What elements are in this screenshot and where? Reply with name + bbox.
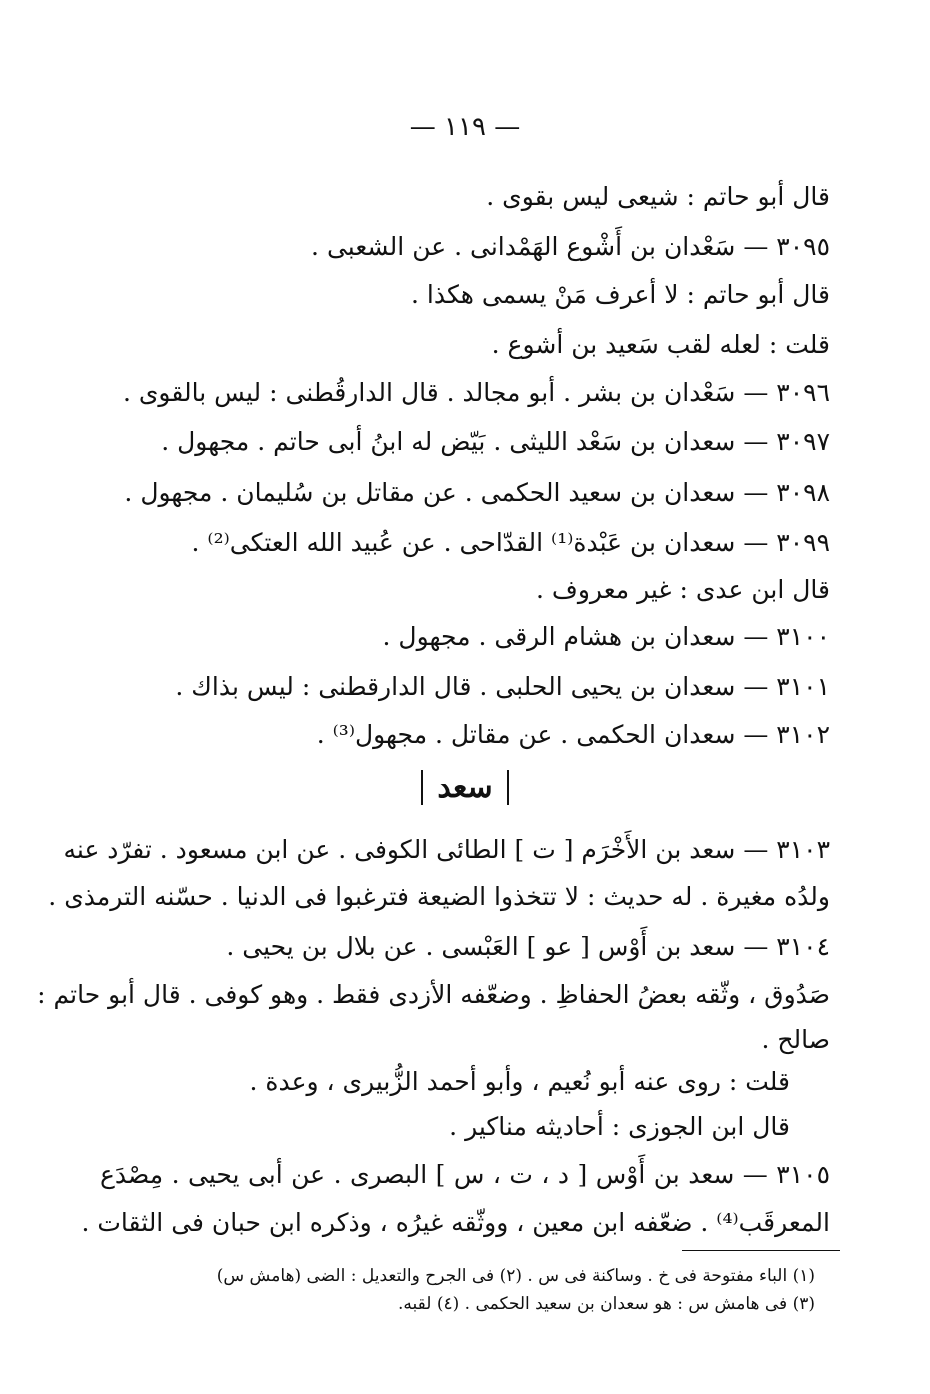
entry-3105: ٣١٠٥ — سعد بن أَوْس [ د ، ت ، س ] البصرى . عن أبى يحيى . مِصْدَع bbox=[100, 1160, 830, 1189]
entry-3104-end: صالح . bbox=[761, 1025, 830, 1054]
entry-3096: ٣٠٩٦ — سَعْدان بن بشر . أبو مجالد . قال الدارقُطنى : ليس بالقوى . bbox=[122, 378, 830, 407]
entry-3103: ٣١٠٣ — سعد بن الأَخْرَم [ ت ] الطائى الكوفى . عن ابن مسعود . تفرّد عنه bbox=[63, 835, 830, 864]
footnote-divider bbox=[682, 1250, 840, 1251]
section-heading bbox=[0, 770, 930, 805]
entry-3095: ٣٠٩٥ — سَعْدان بن أَشْوع الهَمْدانى . عن الشعبى . bbox=[311, 232, 830, 261]
entry-3105-continued: المعرقَب⁽⁴⁾ . ضعّفه ابن معين ، ووثّقه غيرُه ، وذكره ابن حبان فى الثقات . bbox=[81, 1208, 830, 1237]
entry-3099: ٣٠٩٩ — سعدان بن عَبْدة⁽¹⁾ القدّاحى . عن عُبيد الله العتكى⁽²⁾ . bbox=[191, 528, 830, 557]
entry-3097: ٣٠٩٧ — سعدان بن سَعْد الليثى . بَيّض له ابنُ أبى حاتم . مجهول . bbox=[161, 427, 830, 456]
text-line: قال ابن الجوزى : أحاديثه مناكير . bbox=[449, 1112, 790, 1141]
entry-3104: ٣١٠٤ — سعد بن أَوْس [ عو ] العَبْسى . عن بلال بن يحيى . bbox=[226, 932, 830, 961]
text-line: قال أبو حاتم : شيعى ليس بقوى . bbox=[486, 182, 830, 211]
entry-3101: ٣١٠١ — سعدان بن يحيى الحلبى . قال الدارقطنى : ليس بذاك . bbox=[175, 672, 830, 701]
entry-3100: ٣١٠٠ — سعدان بن هشام الرقى . مجهول . bbox=[382, 622, 830, 651]
footnote-line: (٣) فى هامش س : هو سعدان بن سعيد الحكمى . (٤) لقبه. bbox=[398, 1294, 815, 1314]
entry-3098: ٣٠٩٨ — سعدان بن سعيد الحكمى . عن مقاتل بن سُليمان . مجهول . bbox=[124, 478, 830, 507]
section-heading-label: سعد bbox=[421, 770, 508, 805]
text-line: قلت : لعله لقب سَعيد بن أشوع . bbox=[491, 330, 830, 359]
entry-3102: ٣١٠٢ — سعدان الحكمى . عن مقاتل . مجهول⁽³⁾ . bbox=[316, 720, 830, 749]
page-number: — ١١٩ — bbox=[409, 112, 521, 142]
text-line: قال ابن عدى : غير معروف . bbox=[536, 575, 830, 604]
text-line: قلت : روى عنه أبو نُعيم ، وأبو أحمد الزُّبيرى ، وعدة . bbox=[249, 1067, 790, 1096]
entry-3103-continued: ولدُه مغيرة . له حديث : لا تتخذوا الضيعة فترغبوا فى الدنيا . حسّنه الترمذى . bbox=[48, 882, 830, 911]
footnote-line: (١) الباء مفتوحة فى خ . وساكنة فى س . (٢) فى الجرح والتعديل : الضى (هامش س) bbox=[216, 1266, 815, 1286]
entry-3104-continued: صَدُوق ، وثّقه بعضُ الحفاظِ . وضعّفه الأزدى فقط . وهو كوفى . قال أبو حاتم : bbox=[37, 980, 830, 1009]
text-line: قال أبو حاتم : لا أعرف مَنْ يسمى هكذا . bbox=[411, 280, 830, 309]
